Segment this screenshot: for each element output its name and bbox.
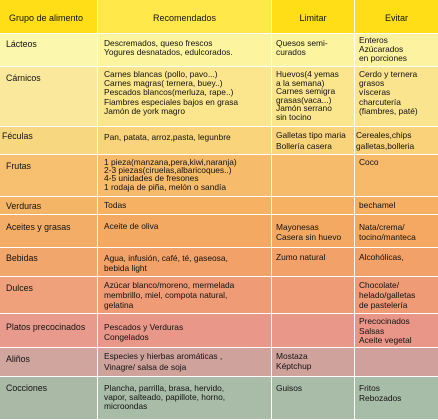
recomendados-text: Pescados y Verduras Congelados — [104, 322, 184, 342]
recomendados-cell — [98, 248, 272, 277]
evitar-text: Coco — [359, 157, 379, 167]
limitar-cell — [272, 314, 355, 348]
evitar-text: Fritos Rebozados — [359, 383, 402, 403]
recomendados-text: Plancha, parrilla, brasa, hervido, vapor, salteado, papillote, horno, microondas — [104, 383, 226, 411]
header-limitar-label: Limitar — [299, 13, 327, 23]
limitar-cell — [272, 197, 355, 215]
group-cell — [0, 34, 98, 67]
group-cell — [0, 348, 98, 377]
recomendados-text: Pan, patata, arroz,pasta, legunbre — [104, 132, 231, 142]
group-label: Aliños — [6, 354, 30, 364]
limitar-cell — [272, 248, 355, 277]
recomendados-cell — [98, 215, 272, 248]
group-label: Aceites y grasas — [6, 222, 71, 232]
limitar-text: Mayonesas Casera sin huevo — [276, 222, 342, 242]
evitar-text: Enteros Azúcarados en porciones — [359, 35, 407, 64]
recomendados-cell — [98, 197, 272, 215]
limitar-cell — [272, 377, 355, 420]
evitar-text: Cereales,chips galletas,bolleria — [356, 130, 415, 151]
evitar-text: bechamel — [359, 200, 396, 210]
evitar-cell — [355, 215, 438, 248]
evitar-cell — [355, 67, 438, 127]
evitar-text: Precocinados Salsas Aceite vegetal — [359, 316, 412, 345]
table-row — [0, 67, 438, 127]
group-label: Cárnicos — [6, 73, 41, 83]
limitar-cell — [272, 67, 355, 127]
table-row — [0, 127, 438, 155]
limitar-text: Mostaza Képtchup — [276, 351, 312, 371]
recomendados-text: Agua, infusión, café, té, gaseosa, bebida light — [104, 253, 228, 273]
table-row — [0, 314, 438, 348]
evitar-cell — [355, 348, 438, 377]
evitar-cell — [355, 34, 438, 67]
limitar-text: Guisos — [276, 383, 303, 393]
table-row — [0, 277, 438, 314]
recomendados-cell — [98, 277, 272, 314]
header-grupo — [0, 0, 98, 34]
table-row — [0, 377, 438, 420]
limitar-text: Quesos semi- curados — [276, 38, 328, 58]
evitar-text: Cerdo y ternera grasos vísceras charcutería (fiambres, paté) — [359, 69, 418, 116]
table-row — [0, 155, 438, 197]
group-cell — [0, 248, 98, 277]
group-label: Frutas — [6, 161, 31, 171]
table-row — [0, 248, 438, 277]
group-cell — [0, 127, 98, 155]
evitar-cell — [355, 197, 438, 215]
evitar-cell — [355, 248, 438, 277]
limitar-cell — [272, 215, 355, 248]
evitar-cell — [355, 277, 438, 314]
header-evitar-label: Evitar — [384, 13, 408, 23]
header-evitar — [355, 0, 438, 34]
group-label: Platos precocinados — [6, 322, 86, 332]
table-row — [0, 34, 438, 67]
header-recomendados — [98, 0, 272, 34]
recomendados-text: Carnes blancas (pollo, pavo...) Carnes magras( ternera, buey..) Pescados blancos(merluza, rape..) Fiambres especiales bajos en grasa Jamón de york magro — [104, 69, 239, 116]
group-label: Lácteos — [6, 39, 37, 49]
group-cell — [0, 377, 98, 420]
group-cell — [0, 67, 98, 127]
limitar-cell — [272, 127, 355, 155]
group-cell — [0, 197, 98, 215]
evitar-cell — [355, 314, 438, 348]
evitar-cell — [355, 127, 438, 155]
evitar-text: Nata/crema/ tocino/manteca — [359, 222, 416, 242]
table-row — [0, 348, 438, 377]
group-label: Bebidas — [6, 253, 38, 263]
recomendados-text: 1 pieza(manzana,pera,kiwi,naranja) 2-3 piezas(ciruelas,albaricoques..) 4-5 unidades de fresones 1 rodaja de piña, melón o sandía — [104, 157, 237, 192]
group-label: Verduras — [6, 201, 42, 211]
limitar-cell — [272, 348, 355, 377]
group-label: Dulces — [6, 283, 33, 293]
limitar-text: Galletas tipo maria Bollería casera — [276, 130, 346, 151]
recomendados-cell — [98, 67, 272, 127]
limitar-cell — [272, 34, 355, 67]
table-header-row — [0, 0, 438, 34]
header-recomendados-label: Recomendados — [152, 13, 217, 23]
evitar-cell — [355, 155, 438, 197]
group-cell — [0, 155, 98, 197]
evitar-cell — [355, 377, 438, 420]
recomendados-cell — [98, 377, 272, 420]
recomendados-text: Azúcar blanco/moreno, mermelada membrillo, miel, compota natural, gelatina — [104, 280, 235, 310]
group-cell — [0, 277, 98, 314]
recomendados-cell — [98, 155, 272, 197]
recomendados-text: Descremados, queso frescos Yogures desnatados, edulcorados. — [104, 38, 233, 58]
recomendados-cell — [98, 314, 272, 348]
group-label: Féculas — [2, 131, 33, 141]
limitar-text: Huevos(4 yemas a la semana) Carnes semigra grasas(vaca...) Jamón serrano sin tocino — [276, 69, 339, 122]
table-row — [0, 215, 438, 248]
header-grupo-label: Grupo de alimento — [9, 13, 84, 23]
recomendados-text: Aceite de oliva — [104, 221, 159, 231]
evitar-text: Alcohólicas, — [359, 252, 404, 262]
table-row — [0, 197, 438, 215]
recomendados-cell — [98, 348, 272, 377]
evitar-text: Chocolate/ helado/galletas de pastelería — [359, 280, 416, 310]
recomendados-cell — [98, 34, 272, 67]
group-label: Cocciones — [6, 383, 48, 393]
recomendados-text: Especies y hierbas aromáticas , Vinagre/ salsa de soja — [104, 351, 223, 372]
limitar-cell — [272, 155, 355, 197]
header-limitar — [272, 0, 355, 34]
recomendados-cell — [98, 127, 272, 155]
limitar-cell — [272, 277, 355, 314]
group-cell — [0, 215, 98, 248]
group-cell — [0, 314, 98, 348]
recomendados-text: Todas — [104, 200, 127, 210]
limitar-text: Zumo natural — [276, 252, 326, 262]
